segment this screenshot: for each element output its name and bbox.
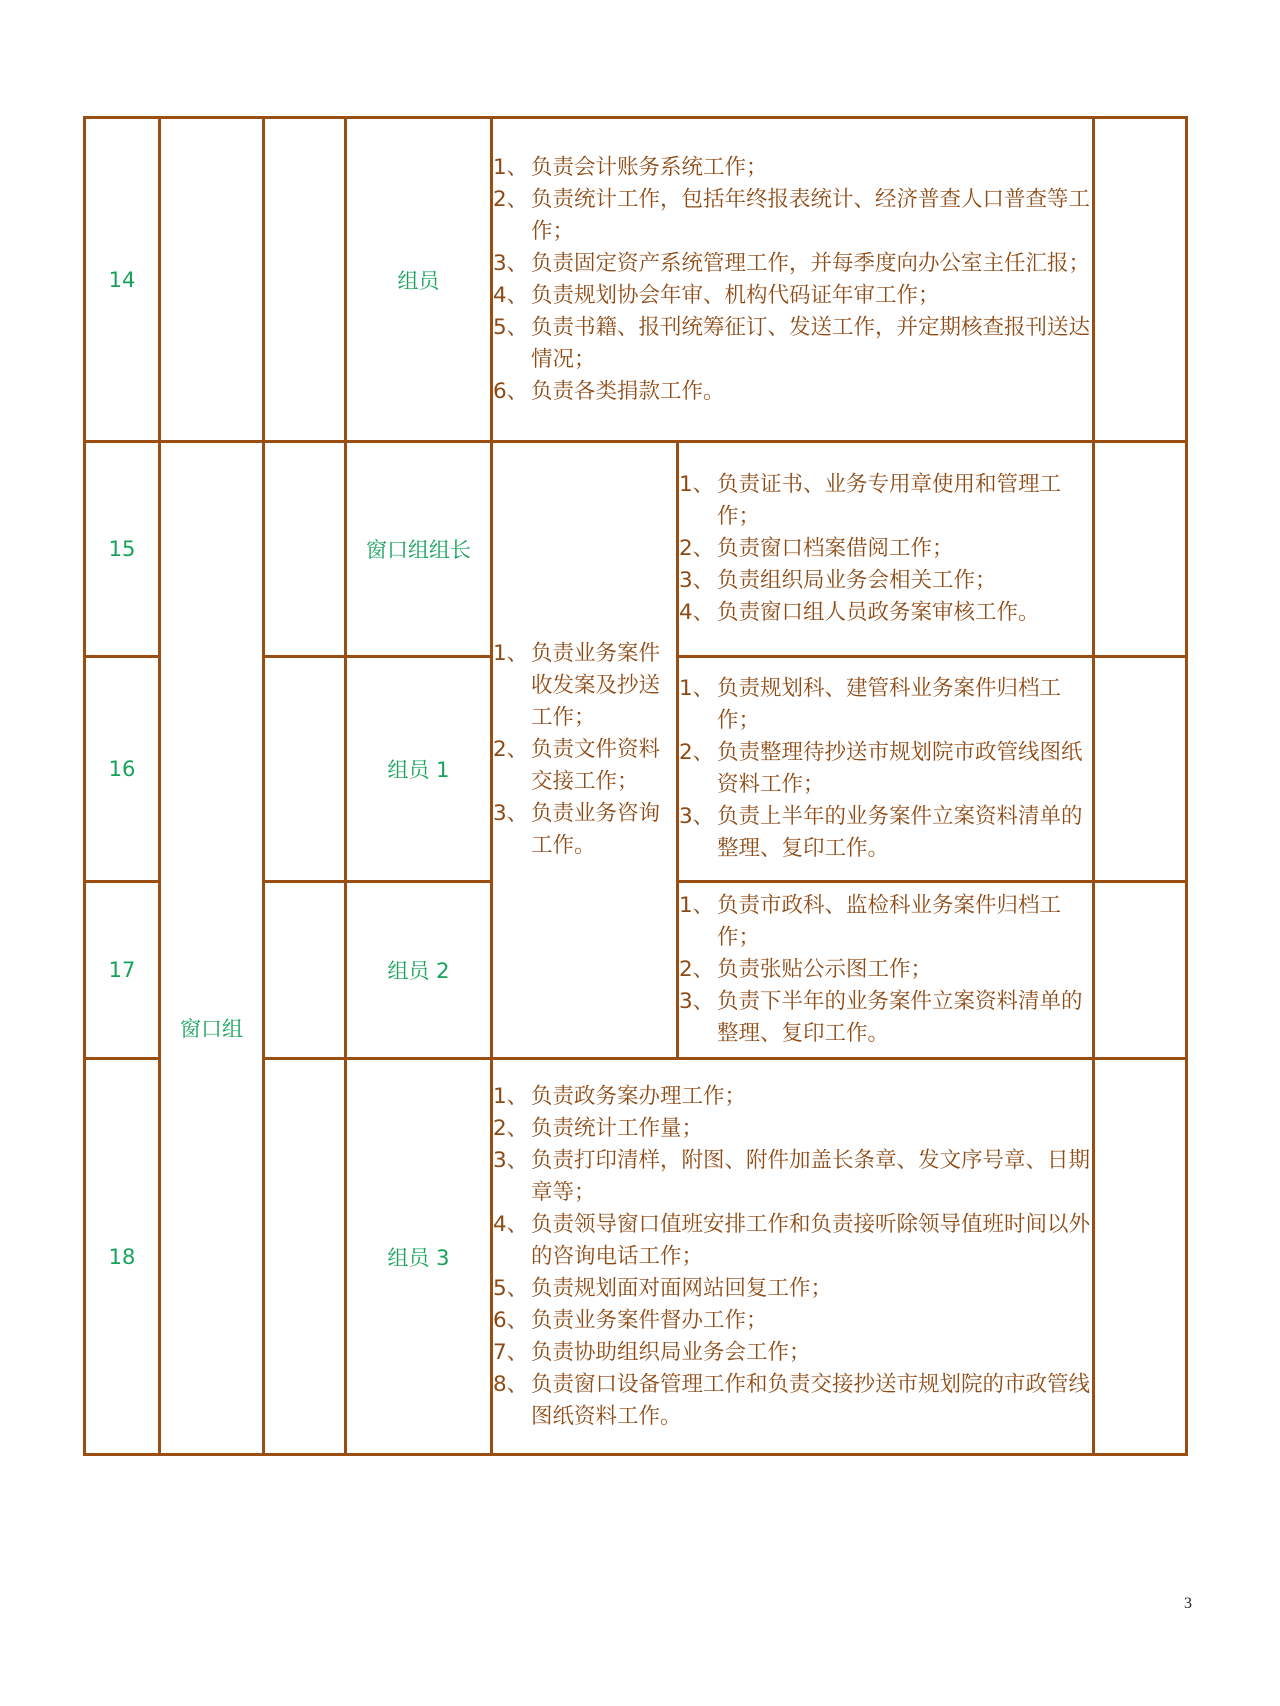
duty-item: 8、 负责窗口设备管理工作和负责交接抄送市规划院的市政管线图纸资料工作。 <box>493 1371 1091 1429</box>
row-number: 15 <box>85 442 160 657</box>
table-row-15 <box>85 442 1187 657</box>
duty-item: 2、 负责统计工作，包括年终报表统计、经济普查人口普查等工作； <box>493 186 1091 244</box>
duty-table <box>83 116 1188 1456</box>
duty-item: 3、 负责业务咨询工作。 <box>493 801 661 858</box>
duty-item: 1、 负责会计账务系统工作； <box>493 154 768 180</box>
duties-cell <box>678 882 1094 1059</box>
duty-item: 3、 负责打印清样，附图、附件加盖长条章、发文序号章、日期章等； <box>493 1147 1091 1205</box>
duty-item: 2、 负责窗口档案借阅工作； <box>679 536 954 561</box>
role-cell: 组员 3 <box>346 1059 492 1455</box>
row-number: 16 <box>85 657 160 882</box>
duty-item: 2、 负责整理待抄送市规划院市政管线图纸资料工作； <box>679 740 1083 797</box>
duty-item: 4、 负责领导窗口值班安排工作和负责接听除领导值班时间以外的咨询电话工作； <box>493 1211 1091 1269</box>
remarks-cell <box>1094 442 1187 657</box>
duty-item: 5、 负责书籍、报刊统筹征订、发送工作，并定期核查报刊送达情况； <box>493 314 1091 372</box>
duty-item: 3、 负责固定资产系统管理工作，并每季度向办公室主任汇报； <box>493 250 1091 276</box>
row-number: 17 <box>85 882 160 1059</box>
group-cell <box>160 118 264 442</box>
duty-item: 7、 负责协助组织局业务会工作； <box>493 1339 811 1365</box>
duty-item: 2、 负责统计工作量； <box>493 1115 704 1141</box>
table-row-14 <box>85 118 1187 442</box>
blank-cell <box>264 657 346 882</box>
duty-item: 1、 负责业务案件收发案及抄送工作； <box>493 641 661 730</box>
duty-item: 3、 负责组织局业务会相关工作； <box>679 568 997 593</box>
remarks-cell <box>1094 882 1187 1059</box>
shared-duties-cell <box>492 442 678 1059</box>
row-number: 14 <box>85 118 160 442</box>
group-name-cell: 窗口组 <box>160 442 264 1455</box>
duty-item: 6、 负责各类捐款工作。 <box>493 378 725 404</box>
role-cell: 组员 <box>346 118 492 442</box>
duties-cell <box>492 118 1094 442</box>
duties-cell <box>492 1059 1094 1455</box>
remarks-cell <box>1094 657 1187 882</box>
blank-cell <box>264 118 346 442</box>
duty-item: 1、 负责规划科、建管科业务案件归档工作； <box>679 676 1062 733</box>
duty-item: 4、 负责窗口组人员政务案审核工作。 <box>679 600 1040 625</box>
duty-item: 5、 负责规划面对面网站回复工作； <box>493 1275 833 1301</box>
duty-item: 2、 负责文件资料交接工作； <box>493 737 661 794</box>
blank-cell <box>264 442 346 657</box>
duty-item: 2、 负责张贴公示图工作； <box>679 957 933 982</box>
blank-cell <box>264 882 346 1059</box>
duty-item: 3、 负责上半年的业务案件立案资料清单的整理、复印工作。 <box>679 804 1083 861</box>
duties-cell <box>678 657 1094 882</box>
duty-item: 3、 负责下半年的业务案件立案资料清单的整理、复印工作。 <box>679 989 1083 1046</box>
remarks-cell <box>1094 118 1187 442</box>
role-cell: 组员 2 <box>346 882 492 1059</box>
duty-item: 4、 负责规划协会年审、机构代码证年审工作； <box>493 282 940 308</box>
duty-item: 1、 负责政务案办理工作； <box>493 1083 747 1109</box>
role-cell: 窗口组组长 <box>346 442 492 657</box>
duty-item: 1、 负责证书、业务专用章使用和管理工作； <box>679 472 1062 529</box>
blank-cell <box>264 1059 346 1455</box>
duties-cell <box>678 442 1094 657</box>
page-number: 3 <box>1184 1595 1192 1612</box>
duty-item: 1、 负责市政科、监检科业务案件归档工作； <box>679 893 1062 950</box>
duty-item: 6、 负责业务案件督办工作； <box>493 1307 768 1333</box>
row-number: 18 <box>85 1059 160 1455</box>
remarks-cell <box>1094 1059 1187 1455</box>
role-cell: 组员 1 <box>346 657 492 882</box>
